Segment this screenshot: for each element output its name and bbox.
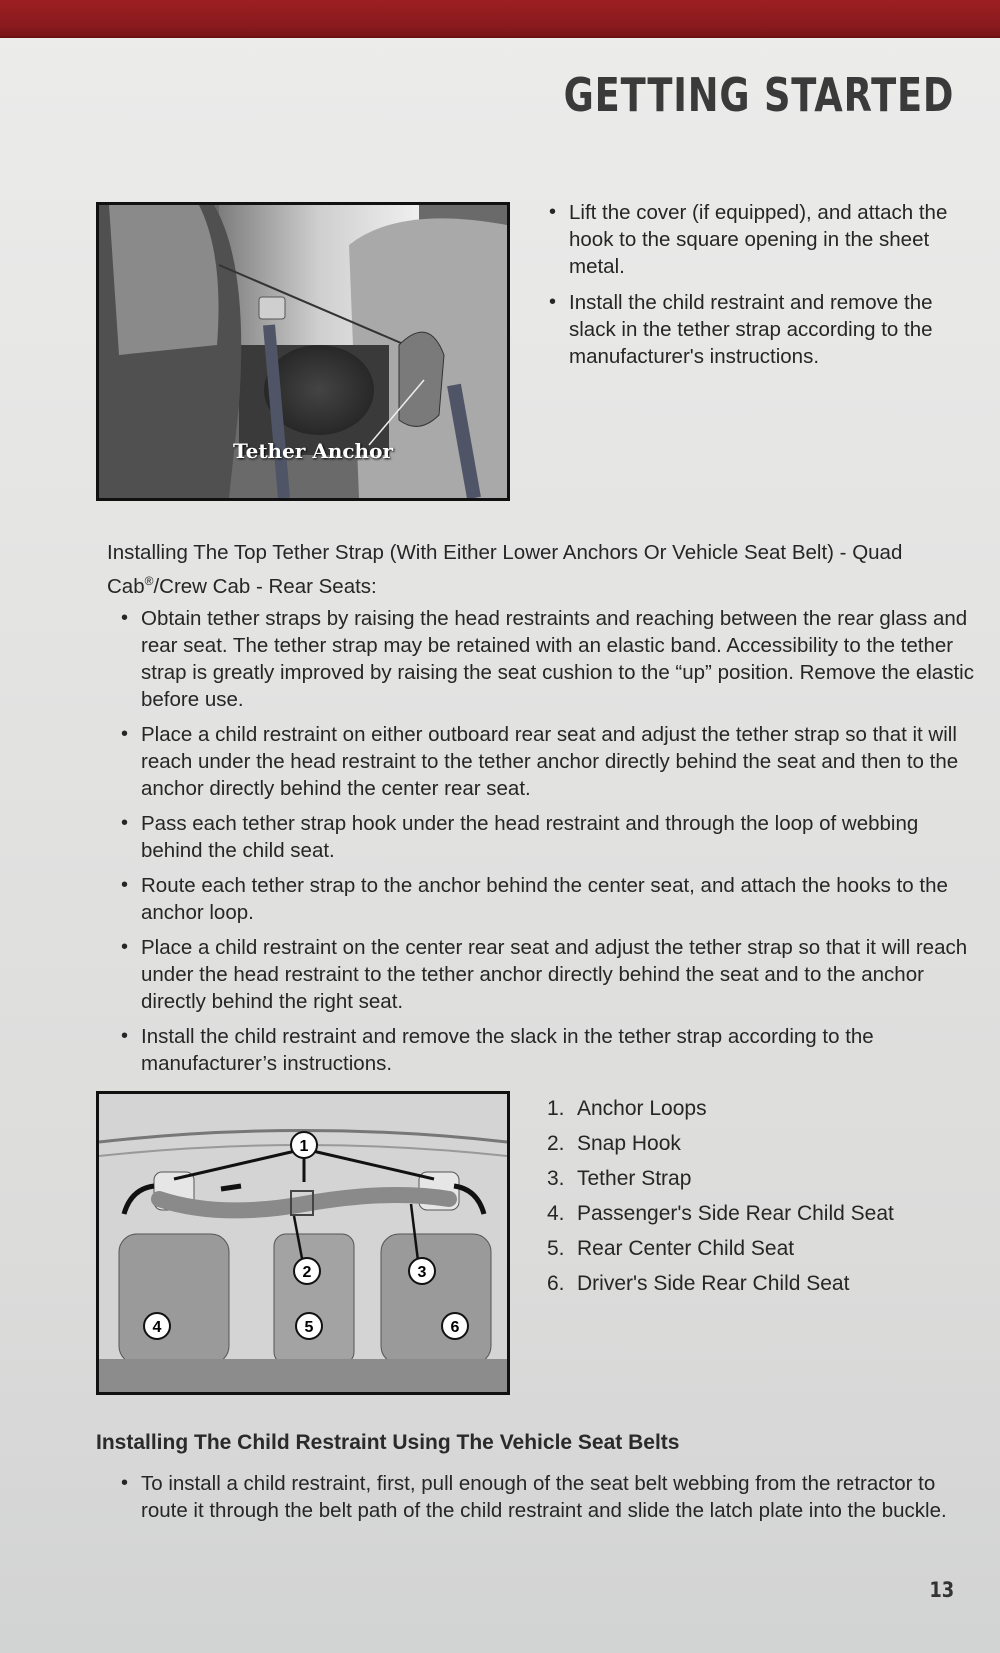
page-title: GETTING STARTED (563, 68, 954, 122)
page-number: 13 (929, 1578, 954, 1602)
legend-item (547, 1161, 894, 1196)
section-heading: Installing The Child Restraint Using The Vehicle Seat Belts (96, 1431, 680, 1454)
list-item: • Obtain tether straps by raising the head restraints and reaching between the rear glass and rear seat. The tether strap may be retained with an elastic band. Accessibility to the tether strap is greatly improved by raising the seat cushion to the “up” position. Remove the elastic before use. (119, 605, 979, 713)
callout-1 (291, 1132, 317, 1158)
callout-3 (409, 1258, 435, 1284)
list-item: • Pass each tether strap hook under the head restraint and through the loop of webbing behind the child seat. (119, 810, 979, 864)
intro-text: Installing The Top Tether Strap (With Either Lower Anchors Or Vehicle Seat Belt) - Quad Cab (107, 541, 903, 598)
list-item: • Lift the cover (if equipped), and attach the hook to the square opening in the sheet metal. (547, 199, 967, 280)
legend-number: 5. (547, 1237, 565, 1260)
callout-4 (144, 1313, 170, 1339)
legend-item (547, 1266, 894, 1301)
registered-mark: ® (144, 574, 154, 588)
legend-label: Tether Strap (577, 1167, 692, 1190)
legend-item (547, 1196, 894, 1231)
seat-belt-steps (119, 1470, 979, 1524)
list-item: • To install a child restraint, first, pull enough of the seat belt webbing from the retractor to route it through the belt path of the child restraint and slide the latch plate into the buckle. (119, 1470, 979, 1524)
callout-label: 3 (417, 1264, 427, 1281)
legend-item (547, 1231, 894, 1266)
legend-number: 3. (547, 1167, 565, 1190)
callout-5 (296, 1313, 322, 1339)
tether-anchor-photo (96, 202, 510, 501)
list-item: • Install the child restraint and remove the slack in the tether strap according to the manufacturer's instructions. (547, 289, 967, 370)
legend-number: 1. (547, 1097, 565, 1120)
diagram-legend (547, 1091, 894, 1301)
top-tether-steps (119, 605, 979, 1085)
callout-label: 2 (302, 1264, 312, 1281)
list-item: • Place a child restraint on the center rear seat and adjust the tether strap so that it will reach under the head restraint to the tether anchor directly behind the seat and to the anchor directly behind the right seat. (119, 934, 979, 1015)
photo-caption: Tether Anchor (233, 439, 393, 463)
legend-label: Driver's Side Rear Child Seat (577, 1272, 850, 1295)
legend-number: 2. (547, 1132, 565, 1155)
legend-item (547, 1126, 894, 1161)
callout-label: 5 (304, 1319, 314, 1336)
legend-label: Anchor Loops (577, 1097, 707, 1120)
legend-number: 4. (547, 1202, 565, 1225)
rear-seat-illustration (99, 1094, 507, 1392)
header-bar (0, 0, 1000, 38)
callout-label: 4 (152, 1319, 162, 1336)
tether-hook-steps (547, 199, 967, 379)
callout-6 (442, 1313, 468, 1339)
top-tether-intro (107, 538, 967, 601)
list-item: • Route each tether strap to the anchor behind the center seat, and attach the hooks to the anchor loop. (119, 872, 979, 926)
callout-label: 6 (450, 1319, 460, 1336)
list-item: • Install the child restraint and remove the slack in the tether strap according to the manufacturer’s instructions. (119, 1023, 979, 1077)
legend-label: Passenger's Side Rear Child Seat (577, 1202, 894, 1225)
legend-label: Rear Center Child Seat (577, 1237, 795, 1260)
legend-number: 6. (547, 1272, 565, 1295)
callout-label: 1 (299, 1138, 309, 1155)
legend-item (547, 1091, 894, 1126)
rear-seat-tether-diagram (96, 1091, 510, 1395)
callout-2 (294, 1258, 320, 1284)
list-item: • Place a child restraint on either outboard rear seat and adjust the tether strap so that it will reach under the head restraint to the tether anchor directly behind the seat and then to the anchor directly behind the center rear seat. (119, 721, 979, 802)
intro-text-continued: /Crew Cab - Rear Seats: (153, 574, 377, 598)
legend-label: Snap Hook (577, 1132, 681, 1155)
